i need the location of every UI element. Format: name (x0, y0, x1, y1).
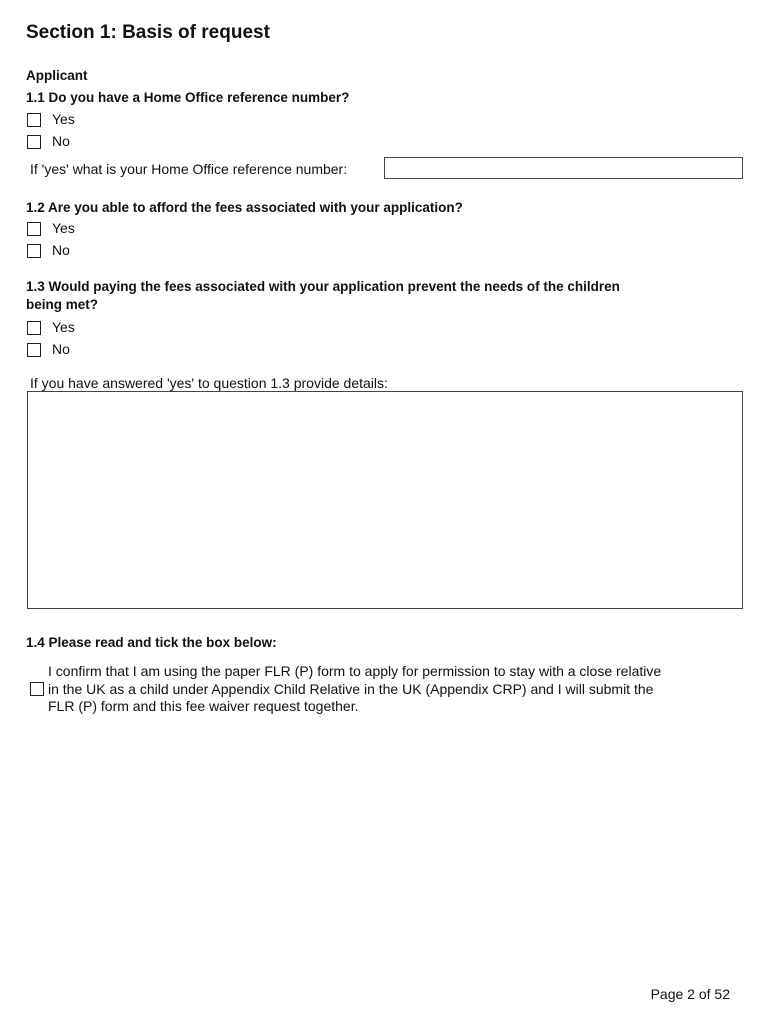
details-label: If you have answered 'yes' to question 1.3 provide details: (30, 375, 388, 391)
reference-number-label: If 'yes' what is your Home Office reference number: (30, 161, 348, 177)
confirmation-text (48, 663, 738, 716)
q1-2-yes-checkbox[interactable] (27, 222, 41, 236)
q1-1-yes-label: Yes (52, 111, 75, 127)
q1-1-no-checkbox[interactable] (27, 135, 41, 149)
question-1-2: 1.2 Are you able to afford the fees associated with your application? (26, 200, 463, 215)
confirmation-line-1: I confirm that I am using the paper FLR (P) form to apply for permission to stay with a close relative (48, 663, 662, 679)
q1-1-no-label: No (52, 133, 70, 149)
confirmation-line-3: FLR (P) form and this fee waiver request together. (48, 698, 359, 714)
details-value (28, 392, 742, 400)
confirm-checkbox[interactable] (30, 682, 44, 696)
question-1-1: 1.1 Do you have a Home Office reference number? (26, 90, 350, 105)
reference-number-value (385, 159, 389, 174)
q1-1-yes-checkbox[interactable] (27, 113, 41, 127)
page-number: Page 2 of 52 (650, 986, 730, 1002)
q1-2-no-checkbox[interactable] (27, 244, 41, 258)
question-1-4: 1.4 Please read and tick the box below: (26, 635, 277, 650)
q1-2-yes-label: Yes (52, 220, 75, 236)
reference-number-input[interactable] (384, 157, 743, 179)
q1-3-no-label: No (52, 341, 70, 357)
q1-3-yes-label: Yes (52, 319, 75, 335)
q1-2-no-label: No (52, 242, 70, 258)
q1-3-no-checkbox[interactable] (27, 343, 41, 357)
applicant-heading: Applicant (26, 68, 88, 83)
section-title: Section 1: Basis of request (26, 22, 270, 43)
details-textarea[interactable] (27, 391, 743, 609)
confirmation-line-2: in the UK as a child under Appendix Child Relative in the UK (Appendix CRP) and I will submit the (48, 680, 654, 697)
question-1-3-line1: 1.3 Would paying the fees associated with your application prevent the needs of the children (26, 279, 620, 294)
q1-3-yes-checkbox[interactable] (27, 321, 41, 335)
question-1-3-line2: being met? (26, 297, 99, 312)
